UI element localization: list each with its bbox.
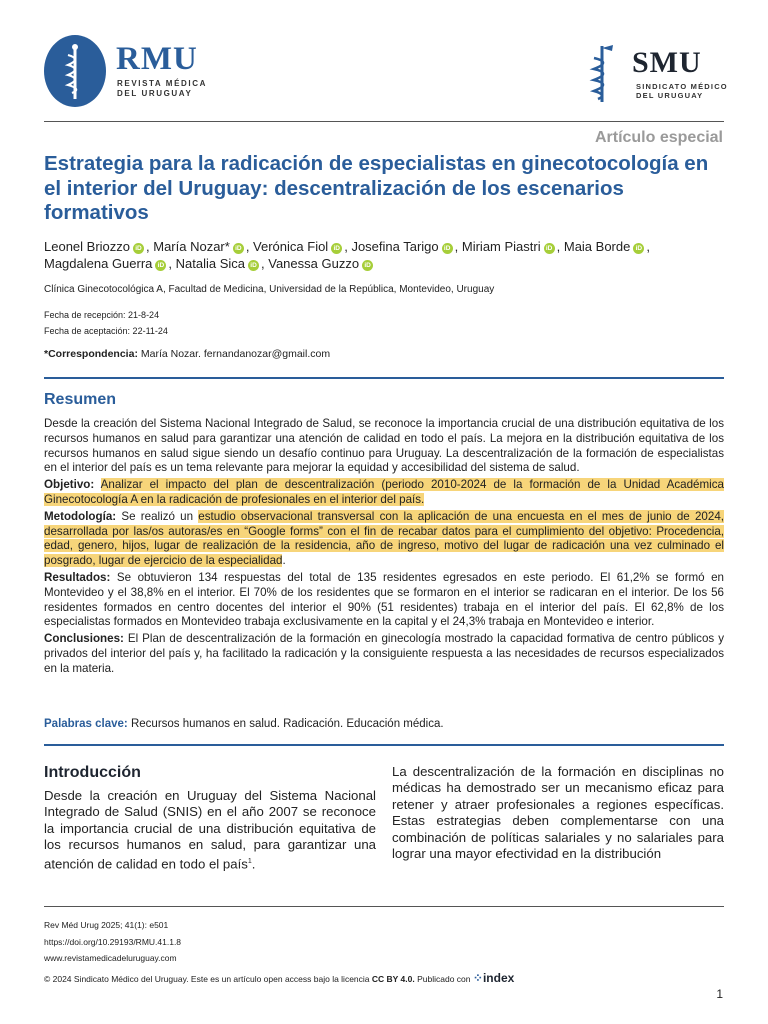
article-category: Artículo especial <box>594 129 723 146</box>
author[interactable]: Magdalena Guerra <box>44 256 153 271</box>
author[interactable]: Maia Borde <box>563 239 631 254</box>
body-column-left: Desde la creación en Uruguay del Sistema Nacional Integrado de Salud (SNIS) en el año 2007 se reconoce la importancia crucial de una distribución equitativa de los recursos humanos en salud, para garantizar una atención de calidad en todo el país$^1$. <box>44 788 376 872</box>
smu-logo-subtitle: SINDICATO MÉDICO DEL URUGUAY <box>636 82 728 100</box>
author[interactable]: Miriam Piastri <box>461 239 541 254</box>
index-logo-icon: ⁘ <box>472 971 483 985</box>
author[interactable]: María Nozar* <box>153 239 230 254</box>
orcid-icon[interactable]: iD <box>248 260 259 271</box>
smu-logo-text: SMU <box>632 46 702 79</box>
accepted-date: Fecha de aceptación: 22-11-24 <box>44 326 168 336</box>
abstract-intro: Desde la creación del Sistema Nacional Integrado de Salud, se reconoce la importancia crucial de una distribución equitativa de los recursos humanos en salud para garantizar una atención de calidad en todo el país. La mejora en la distribución equitativa de los recursos humanos en salud sigue siendo un desafío continuo para Uruguay. La descentralización de la formación de especialistas en el interior del país es un tema relevante para mejorar la equidad y accesibilidad del sistema de salud. <box>44 417 724 475</box>
author[interactable]: Natalia Sica <box>175 256 246 271</box>
orcid-icon[interactable]: iD <box>331 243 342 254</box>
rmu-emblem-icon <box>44 35 106 107</box>
abstract-body <box>44 417 724 679</box>
author[interactable]: Leonel Briozzo <box>44 239 130 254</box>
website-link[interactable]: www.revistamedicadeluruguay.com <box>44 953 177 963</box>
keywords <box>44 718 444 730</box>
orcid-icon[interactable]: iD <box>155 260 166 271</box>
license-link[interactable]: CC BY 4.0. <box>371 974 415 984</box>
orcid-icon[interactable]: iD <box>544 243 555 254</box>
rmu-logo-subtitle: REVISTA MÉDICA DEL URUGUAY <box>117 79 207 98</box>
author-list: Leonel Briozzo iD , María Nozar* iD , Verónica Fiol iD , Josefina Tarigo iD , Miriam Piastri iD , Maia Borde iD , Magdalena Guerra iD , Natalia Sica iD , Vanessa Guzzo iD <box>44 239 650 271</box>
page-number: 1 <box>716 987 723 1001</box>
orcid-icon[interactable]: iD <box>233 243 244 254</box>
header-divider <box>44 121 724 122</box>
affiliation: Clínica Ginecotocológica A, Facultad de Medicina, Universidad de la República, Montevideo, Uruguay <box>44 284 495 295</box>
correspondence <box>44 348 330 360</box>
abstract-conclusions: Conclusiones: El Plan de descentralización de la formación en ginecología mostrado la capacidad formativa de centro públicos y privados del interior del país y, ha facilitado la radicación y la consiguiente respuesta a las necesidades de recursos especializados en la materia. <box>44 632 724 675</box>
author[interactable]: Vanessa Guzzo <box>268 256 360 271</box>
abstract-objective: Objetivo: Analizar el impacto del plan de descentralización (periodo 2010-2024 de la formación de la Unidad Académica Ginecotocología A en la radicación de profesionales en el interior del país. <box>44 478 724 506</box>
author[interactable]: Verónica Fiol <box>253 239 329 254</box>
publisher-logo[interactable]: index <box>482 971 515 985</box>
article-title: Estrategia para la radicación de especialistas en ginecotocología en el interior del Uruguay: descentralización de los escenarios formativos <box>44 152 709 224</box>
abstract-methodology: Metodología: Se realizó un estudio observacional transversal con la aplicación de una encuesta en el mes de junio de 2024, desarrollada por las/os autoras/es en “Google forms” con el fin de recabar datos para el cumplimiento del objetivo: Procedencia, edad, genero, hijos, lugar de realización de la residencia, año de ingreso, motivo del lugar de radicación una vez culminado el posgrado, lugar de ejercicio de la especialidad. <box>44 509 724 568</box>
citation: Rev Méd Urug 2025; 41(1): e501 <box>44 920 169 930</box>
license-line: © 2024 Sindicato Médico del Uruguay. Este es un artículo open access bajo la licencia CC BY 4.0. Publicado con ⁘index <box>44 971 515 985</box>
orcid-icon[interactable]: iD <box>442 243 453 254</box>
orcid-icon[interactable]: iD <box>633 243 644 254</box>
doi-link[interactable]: https://doi.org/10.29193/RMU.41.1.8 <box>44 937 182 947</box>
footer-divider <box>44 906 724 907</box>
abstract-top-divider <box>44 377 724 379</box>
body-column-right: La descentralización de la formación en disciplinas no médicas ha demostrado ser un mecanismo eficaz para retener y atraer profesionales a regiones específicas. Estas estrategias deben complementarse con una combinación de políticas salariales y no salariales para lograr una mayor efectividad en la distribución <box>392 764 724 862</box>
keywords-value: Recursos humanos en salud. Radicación. Educación médica. <box>130 718 444 730</box>
rmu-logo-text: RMU <box>116 41 198 77</box>
received-date: Fecha de recepción: 21-8-24 <box>44 310 160 320</box>
smu-emblem-icon <box>586 42 628 106</box>
orcid-icon[interactable]: iD <box>362 260 373 271</box>
abstract-heading: Resumen <box>44 391 117 408</box>
author[interactable]: Josefina Tarigo <box>351 239 439 254</box>
keywords-label: Palabras clave: <box>44 718 128 730</box>
reference-link[interactable]: 1 <box>247 857 252 865</box>
correspondence-label: *Correspondencia: <box>44 348 138 360</box>
correspondence-value[interactable]: María Nozar. fernandanozar@gmail.com <box>140 348 331 360</box>
introduction-heading: Introducción <box>44 764 141 781</box>
orcid-icon[interactable]: iD <box>133 243 144 254</box>
abstract-results: Resultados: Se obtuvieron 134 respuestas del total de 135 residentes egresados en este periodo. El 61,2% se formó en Montevideo y el 38,8% en el interior. El 70% de los residentes que se formaron en el interior se radicaran en el interior. De los 56 residentes formados en centro docentes del interior el 90% (51 residentes) trabaja en el interior del país. El 62,8% de los especialistas formados en Montevideo trabaja exclusivamente en la capital y el 24,3% trabaja en Montevideo e interior. <box>44 570 724 629</box>
abstract-bottom-divider <box>44 744 724 746</box>
